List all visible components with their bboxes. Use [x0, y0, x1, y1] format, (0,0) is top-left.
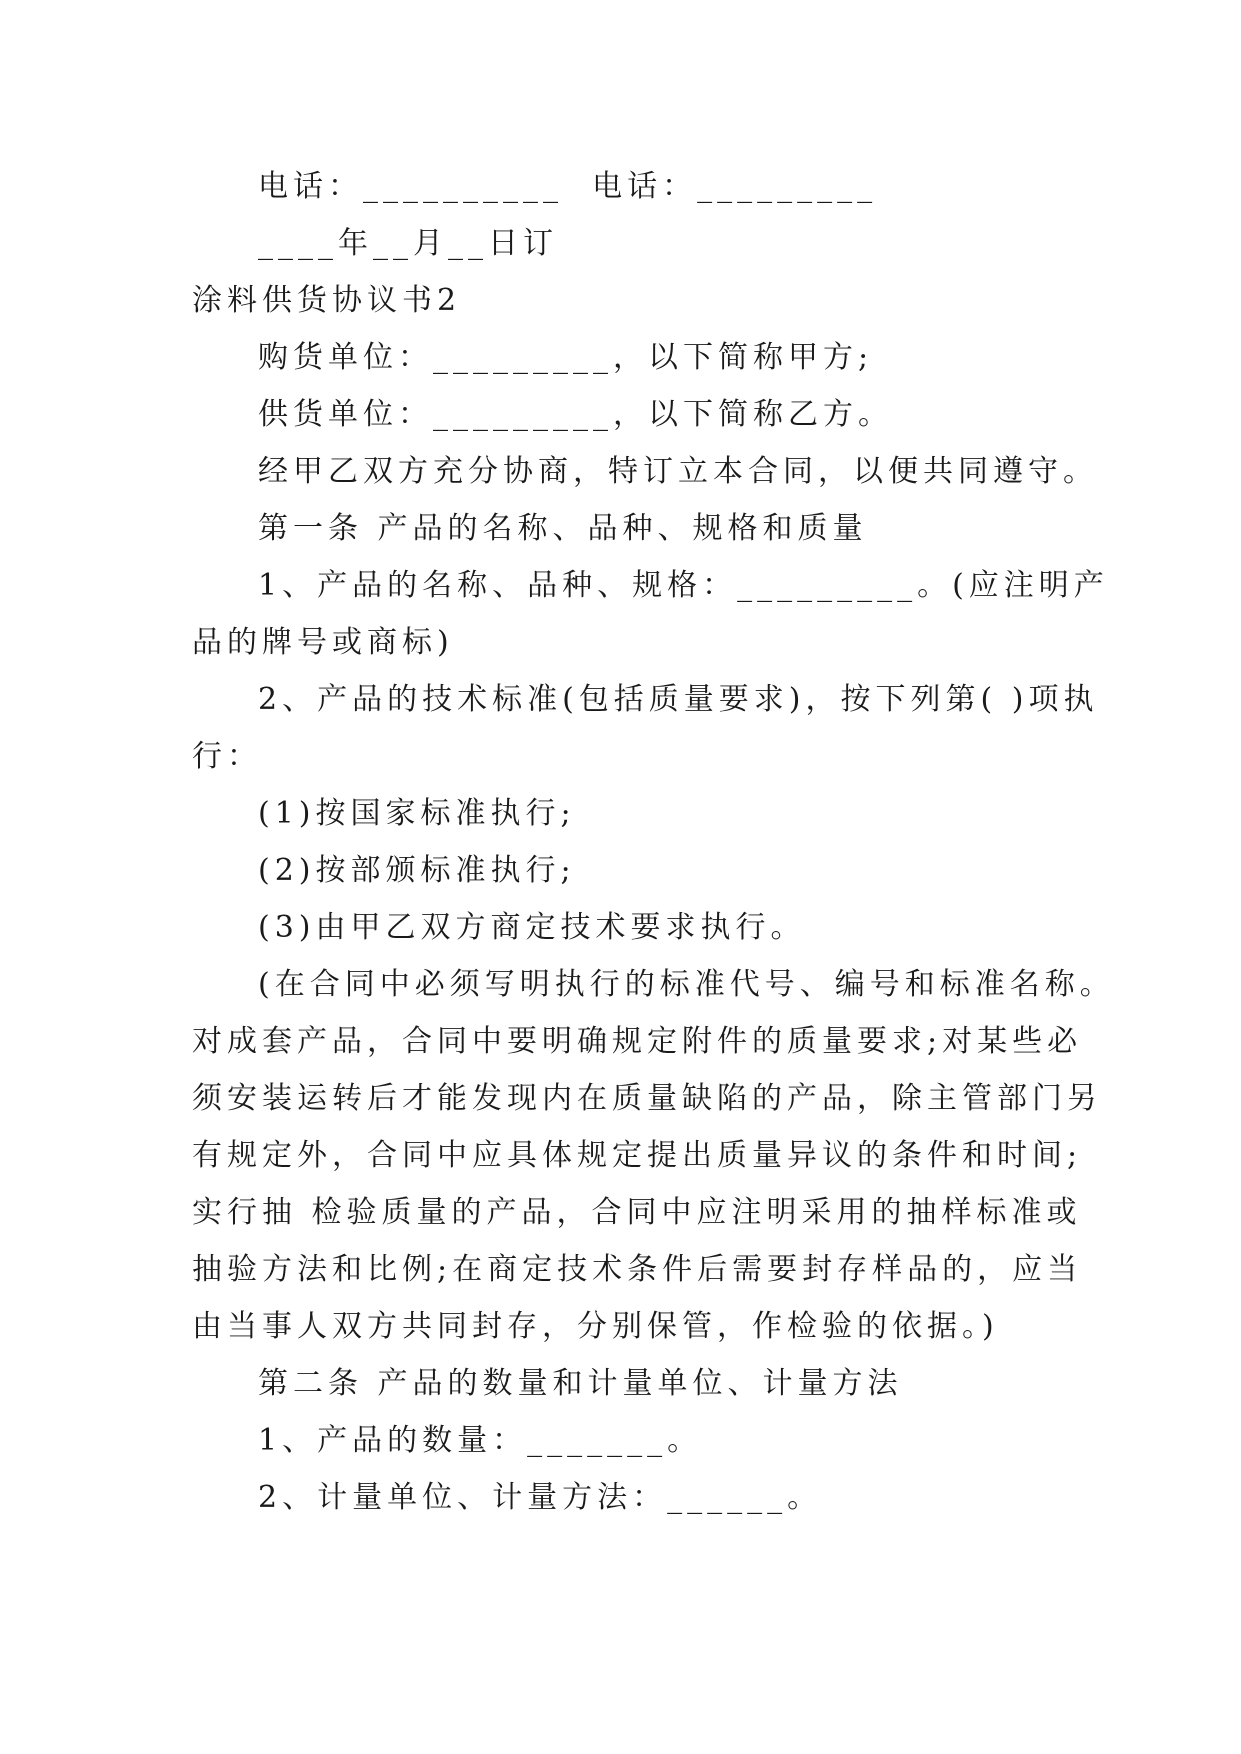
paragraph-line: (在合同中必须写明执行的标准代号、编号和标准名称。: [258, 967, 1115, 1002]
paragraph-line: 1、产品的名称、品种、规格：_________。(应注明产: [258, 568, 1109, 603]
phone-line: 电话：__________ 电话：_________: [258, 169, 878, 204]
list-item: (3)由甲乙双方商定技术要求执行。: [258, 910, 806, 945]
paragraph-line: 须安装运转后才能发现内在质量缺陷的产品，除主管部门另: [192, 1081, 1102, 1116]
supplier-line: 供货单位：_________，以下简称乙方。: [258, 397, 893, 432]
paragraph-line: 行：: [192, 739, 262, 774]
list-item: (2)按部颁标准执行;: [258, 853, 576, 888]
preamble: 经甲乙双方充分协商，特订立本合同，以便共同遵守。: [258, 454, 1098, 489]
date-line: ____年__月__日订: [258, 226, 558, 261]
paragraph-line: 有规定外，合同中应具体规定提出质量异议的条件和时间;: [192, 1138, 1083, 1173]
list-item: (1)按国家标准执行;: [258, 796, 576, 831]
document-title: 涂料供货协议书2: [192, 283, 462, 318]
paragraph-line: 抽验方法和比例;在商定技术条件后需要封存样品的，应当: [192, 1252, 1083, 1287]
paragraph-line: 对成套产品，合同中要明确规定附件的质量要求;对某些必: [192, 1024, 1083, 1059]
buyer-line: 购货单位：_________，以下简称甲方;: [258, 340, 874, 375]
paragraph-line: 实行抽 检验质量的产品，合同中应注明采用的抽样标准或: [192, 1195, 1082, 1230]
paragraph-line: 品的牌号或商标): [192, 625, 454, 660]
article-2-heading: 第二条 产品的数量和计量单位、计量方法: [258, 1366, 903, 1401]
paragraph-line: 2、产品的技术标准(包括质量要求)，按下列第( )项执: [258, 682, 1099, 717]
paragraph-line: 2、计量单位、计量方法：______。: [258, 1480, 823, 1515]
paragraph-line: 1、产品的数量：_______。: [258, 1423, 703, 1458]
paragraph-line: 由当事人双方共同封存，分别保管，作检验的依据。): [192, 1309, 999, 1344]
article-1-heading: 第一条 产品的名称、品种、规格和质量: [258, 511, 868, 546]
